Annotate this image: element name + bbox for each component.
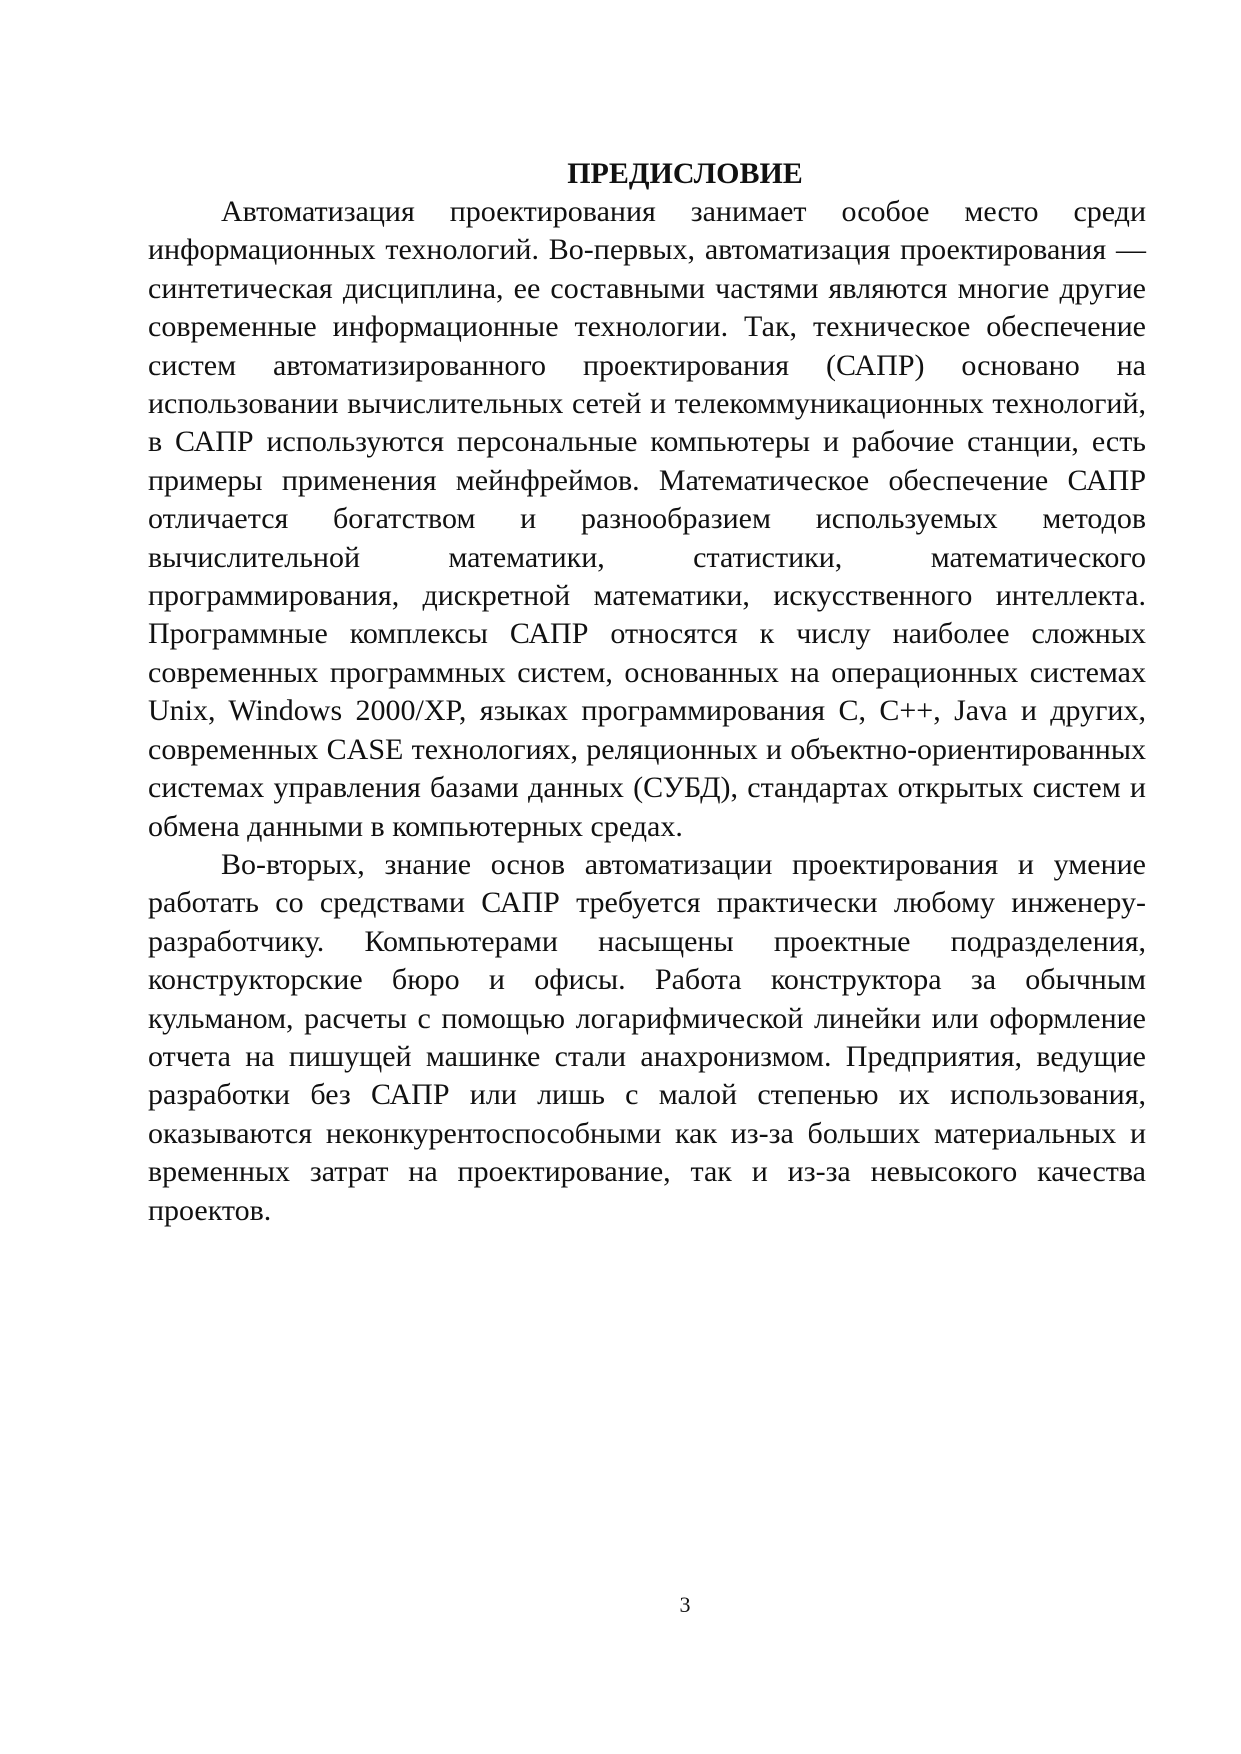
page-title: ПРЕДИСЛОВИЕ (567, 157, 803, 190)
page-number: 3 (679, 1592, 691, 1617)
paragraph-1: Автоматизация проектирования занимает особое место среди информационных технологий. Во-первых, автоматизация проектирования — синтетическая дисциплина, ее составными частями являются многие другие современные информационные технологии. Так, техническое обеспечение систем автоматизированного проектирования (САПР) основано на использовании вычислительных сетей и телекоммуникационных технологий, в САПР используются персональные компьютеры и рабочие станции, есть примеры применения мейнфреймов. Математическое обеспечение САПР отличается богатством и разнообразием используемых методов вычислительной математики, статистики, математического программирования, дискретной математики, искусственного интеллекта. Программные комплексы САПР относятся к числу наиболее сложных современных программных систем, основанных на операционных системах Unix, Windows 2000/XP, языках программирования С, С++, Java и других, современных CASE технологиях, реляционных и объектно-ориентированных системах управления базами данных (СУБД), стандартах открытых систем и обмена данными в компьютерных средах. (148, 195, 1146, 843)
body-text (148, 193, 1146, 1230)
paragraph-2: Во-вторых, знание основ автоматизации проектирования и умение работать со средствами САПР требуется практически любому инженеру-разработчику. Компьютерами насыщены проектные подразделения, конструкторские бюро и офисы. Работа конструктора за обычным кульманом, расчеты с помощью логарифмической линейки или оформление отчета на пишущей машинке стали анахронизмом. Предприятия, ведущие разработки без САПР или лишь с малой степенью их использования, оказываются неконкурентоспособными как из-за больших материальных и временных затрат на проектирование, так и из-за невысокого качества проектов. (148, 847, 1146, 1227)
